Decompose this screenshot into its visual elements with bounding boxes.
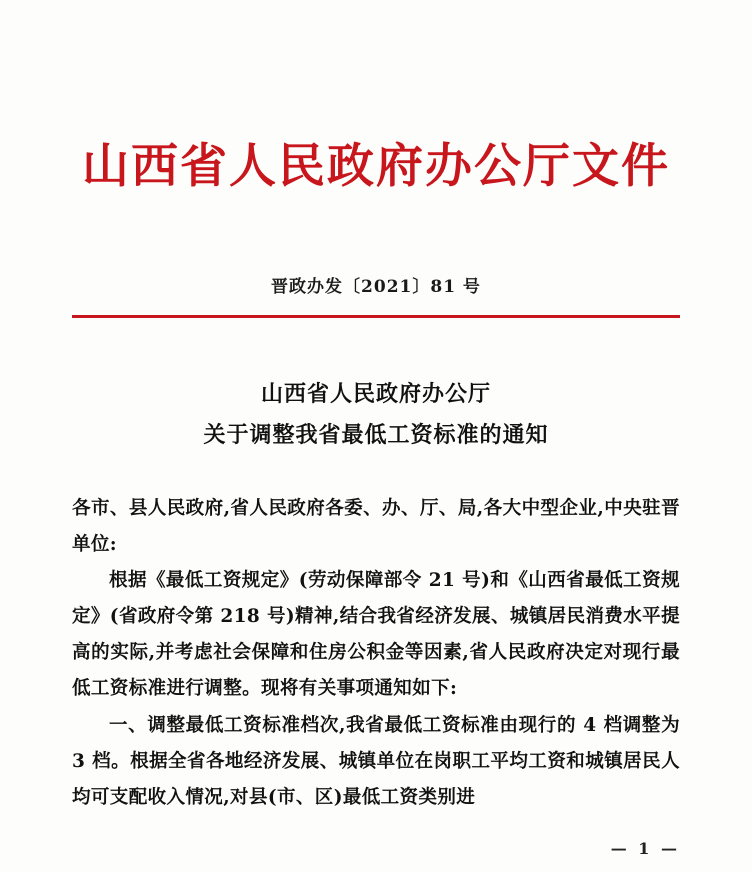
masthead (72, 0, 680, 194)
document-title-block (72, 374, 680, 458)
page-number: — 1 — (610, 839, 680, 858)
paragraph-item-one: 一、调整最低工资标准档次,我省最低工资标准由现行的 4 档调整为 3 档。根据全省各地经济发展、城镇单位在岗职工平均工资和城镇居民人均可支配收入情况,对县(市、区)最低工资类别进 (72, 714, 680, 808)
title-line-issuer: 山西省人民政府办公厅 (260, 380, 491, 407)
paragraph-basis: 根据《最低工资规定》(劳动保障部令 21 号)和《山西省最低工资规定》(省政府令第 218 号)精神,结合我省经济发展、城镇居民消费水平提高的实际,并考虑社会保障和住房公积金等因素,省人民政府决定对现行最低工资标准进行调整。现将有关事项通知如下: (72, 570, 680, 700)
red-divider-rule (72, 315, 680, 318)
title-line-subject: 关于调整我省最低工资标准的通知 (203, 422, 549, 449)
document-number: 晋政办发〔2021〕81 号 (271, 277, 481, 298)
masthead-title: 山西省人民政府办公厅文件 (82, 139, 670, 194)
paragraph-addressees: 各市、县人民政府,省人民政府各委、办、厅、局,各大中型企业,中央驻晋单位: (72, 498, 680, 556)
document-body (72, 491, 680, 816)
